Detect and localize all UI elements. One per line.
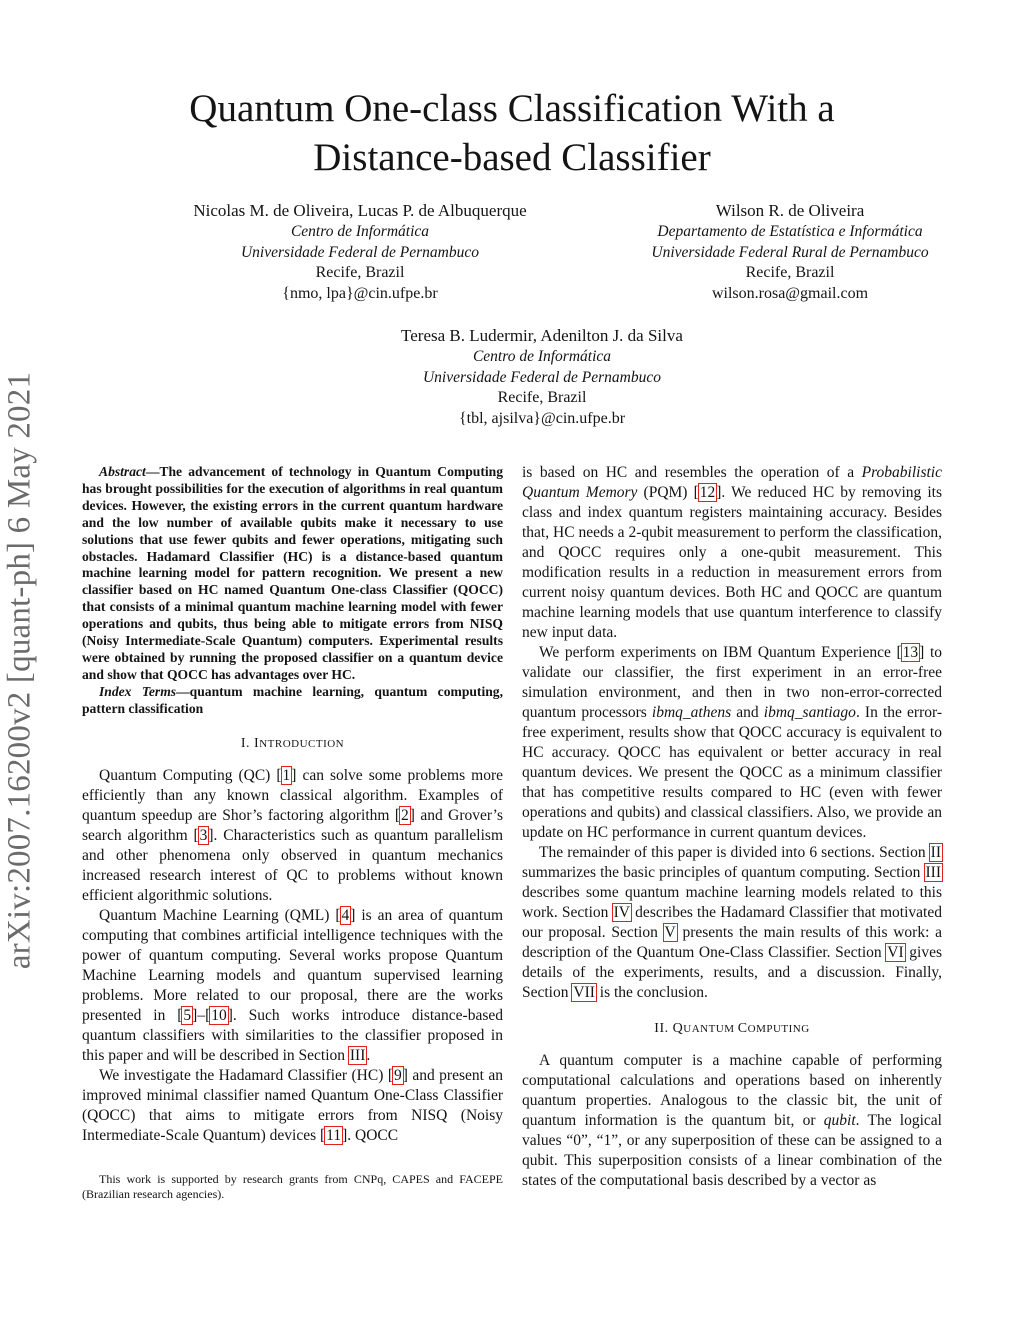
- title-line-1: Quantum One-class Classification With a: [189, 87, 835, 130]
- intro-paragraph-4: We perform experiments on IBM Quantum Experience [13] to validate our classifier, the first experiment in an error-free simulation environment, and then in two non-error-corrected quantum processors ibmq_athens and ibmq_santiago. In the error-free experiment, results show that QOCC accuracy is equivalent to HC accuracy. QOCC has equivalent or better accuracy in real quantum devices. We present the QOCC as a minimum classifier that has competitive results compared to HC (even with fewer operations and qubits) and classical classifiers. Also, we provide an update on HC performance in current quantum devices.: [522, 644, 942, 841]
- author-city: Recife, Brazil: [315, 264, 405, 282]
- citation-link[interactable]: 11: [326, 1126, 342, 1144]
- arxiv-identifier: arXiv:2007.16200v2 [quant-ph] 6 May 2021: [1, 371, 38, 970]
- citation-link[interactable]: 1: [282, 766, 291, 784]
- author-city: Recife, Brazil: [745, 264, 835, 282]
- left-column: [82, 464, 503, 1146]
- section-link[interactable]: VII: [573, 984, 595, 1001]
- index-terms-label: Index Terms: [99, 683, 177, 699]
- abstract: [82, 464, 503, 684]
- citation-link[interactable]: 10: [211, 1006, 227, 1024]
- author-email: wilson.rosa@gmail.com: [711, 285, 869, 303]
- author-university: Universidade Federal Rural de Pernambuco: [651, 243, 929, 261]
- intro-paragraph-5: The remainder of this paper is divided into 6 sections. Section II summarizes the basic principles of quantum computing. Section III describes some quantum machine learning models related to this work. Section IV describes the Hadamard Classifier that motivated our proposal. Section V presents the main results of this work: a description of the Quantum One-Class Classifier. Section VI gives details of the experiments, results, and a discussion. Finally, Section VII is the conclusion.: [522, 844, 943, 1001]
- intro-paragraph-3-continued: is based on HC and resembles the operation of a Probabilistic Quantum Memory (PQM) [12]. We reduced HC by removing its class and index quantum registers maintaining accuracy. Besides that, HC needs a 2-qubit measurement to perform the classification, and QOCC requires only a one-qubit measurement. This modification results in a reduction in measurement errors from current noisy quantum devices. Both HC and QOCC are quantum machine learning models that use quantum interference to classify new input data.: [522, 464, 943, 641]
- right-column: [522, 463, 942, 1191]
- author-department: Centro de Informática: [290, 222, 430, 240]
- section-link[interactable]: IV: [613, 904, 630, 921]
- abstract-label: Abstract: [99, 464, 146, 479]
- author-names: Wilson R. de Oliveira: [715, 201, 865, 220]
- citation-link[interactable]: 4: [341, 906, 350, 924]
- citation-link[interactable]: 5: [183, 1006, 192, 1024]
- qc-paragraph-1: A quantum computer is a machine capable of performing computational calculations and operations based on inherently quantum properties. Analogous to the classic bit, the unit of quantum information is the quantum bit, or qubit. The logical values “0”, “1”, or any superposition of these can be assigned to a qubit. This superposition consists of a linear combination of the states of the computational basis described by a vector as: [522, 1052, 942, 1189]
- author-email: {nmo, lpa}@cin.ufpe.br: [282, 285, 438, 303]
- section-heading-introduction: I. INTRODUCTION: [240, 735, 345, 751]
- author-block-1: [160, 201, 560, 305]
- intro-paragraph-2: Quantum Machine Learning (QML) [4] is an area of quantum computing that combines artificial intelligence techniques with the power of quantum computing. Several works propose Quantum Machine Learning models and quantum supervised learning problems. More related to our proposal, there are the works presented in [5]–[10]. Such works introduce distance-based quantum classifiers with similarities to the classifier proposed in this paper and will be described in Section III.: [82, 906, 504, 1064]
- author-email: {tbl, ajsilva}@cin.ufpe.br: [458, 410, 626, 428]
- section-link[interactable]: III: [925, 864, 941, 881]
- author-department: Departamento de Estatística e Informática: [657, 222, 923, 240]
- author-university: Universidade Federal de Pernambuco: [240, 243, 480, 261]
- citation-link[interactable]: 13: [902, 644, 919, 661]
- citation-link[interactable]: 12: [699, 484, 716, 501]
- intro-paragraph-1: Quantum Computing (QC) [1] can solve some problems more efficiently than any known classical algorithm. Examples of quantum speedup are Shor’s factoring algorithm [2] and Grover’s search algorithm [3]. Characteristics such as quantum parallelism and other phenomena only observed in quantum mechanics increased research interest of QC to problems without known efficient algorithmic solutions.: [82, 766, 503, 904]
- author-names: Teresa B. Ludermir, Adenilton J. da Silva: [401, 326, 683, 345]
- author-block-2: [620, 201, 960, 305]
- section-link[interactable]: VI: [887, 944, 904, 961]
- author-block-3: [342, 326, 742, 430]
- paper-title: [112, 84, 912, 182]
- intro-paragraph-3: We investigate the Hadamard Classifier (HC) [9] and present an improved minimal classifier named Quantum One-Class Classifier (QOCC) that aims to mitigate errors from NISQ (Noisy Intermediate-Scale Quantum) devices [11]. QOCC: [82, 1066, 503, 1144]
- section-link[interactable]: V: [664, 924, 676, 941]
- index-terms-text: —quantum machine learning, quantum computing, pattern classification: [82, 683, 503, 716]
- author-university: Universidade Federal de Pernambuco: [422, 368, 662, 386]
- funding-footnote: This work is supported by research grants from CNPq, CAPES and FACEPE (Brazilian research agencies).: [82, 1172, 503, 1201]
- author-names: Nicolas M. de Oliveira, Lucas P. de Albuquerque: [193, 201, 527, 220]
- author-city: Recife, Brazil: [497, 389, 587, 407]
- index-terms: [82, 684, 503, 718]
- author-department: Centro de Informática: [472, 347, 612, 365]
- title-line-2: Distance-based Classifier: [313, 136, 711, 179]
- citation-link[interactable]: 3: [199, 826, 208, 844]
- section-link[interactable]: II: [930, 844, 941, 861]
- section-link[interactable]: III: [349, 1046, 366, 1064]
- section-heading-quantum-computing: II. QUANTUM COMPUTING: [654, 1021, 810, 1036]
- abstract-text: —The advancement of technology in Quantum Computing has brought possibilities for the execution of algorithms in real quantum devices. However, the existing errors in the current quantum hardware and the low number of available qubits make it necessary to use solutions that use fewer qubits and fewer operations, mitigating such obstacles. Hadamard Classifier (HC) is a distance-based quantum machine learning model for pattern recognition. We present a new classifier based on HC named Quantum One-class Classifier (QOCC) that consists of a minimal quantum machine learning model with fewer operations and qubits, thus being able to mitigate errors from NISQ (Noisy Intermediate-Scale Quantum) computers. Experimental results were obtained by running the proposed classifier on a quantum device and show that QOCC has advantages over HC.: [82, 464, 503, 682]
- citation-link[interactable]: 2: [401, 806, 409, 824]
- citation-link[interactable]: 9: [393, 1066, 402, 1084]
